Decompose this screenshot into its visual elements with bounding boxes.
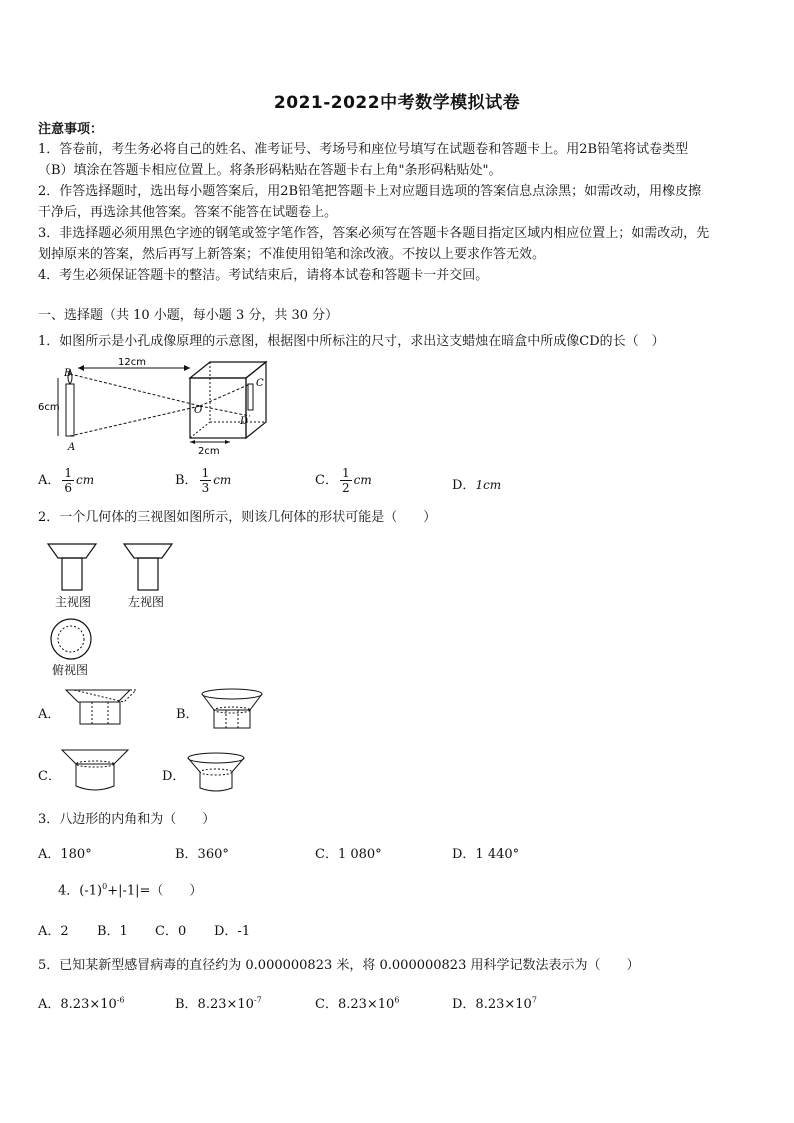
q3-option-b[interactable]: B．360° <box>175 847 229 862</box>
page-title: 2021-2022中考数学模拟试卷 <box>273 93 521 113</box>
notice-line-2: （B）填涂在答题卡相应位置上。将条形码粘贴在答题卡右上角"条形码粘贴处"。 <box>38 163 502 178</box>
q4-option-d[interactable]: D．-1 <box>214 924 251 939</box>
q1-option-a[interactable]: A． $\frac{1}{6}$ cm <box>38 466 95 495</box>
label-D: D <box>240 416 249 427</box>
question-3-text: 3．八边形的内角和为（ ） <box>38 812 216 827</box>
notice-line-3: 2．作答选择题时，选出每小题答案后，用2B铅笔把答题卡上对应题目选项的答案信息点涂黑；如需改动，用橡皮擦 <box>38 184 702 199</box>
q3-option-d[interactable]: D．1 440° <box>452 847 520 862</box>
q2-option-d[interactable]: D． <box>162 769 186 784</box>
q2-option-a[interactable]: A． <box>38 707 61 722</box>
q3-option-a[interactable]: A．180° <box>38 847 92 862</box>
q2-option-b-drawing <box>200 688 264 732</box>
q4-option-a[interactable]: A．2 <box>38 924 69 939</box>
notice-heading: 注意事项： <box>38 122 104 137</box>
notice-line-6: 划掉原来的答案，然后再写上新答案；不准使用铅笔和涂改液。不按以上要求作答无效。 <box>38 247 546 262</box>
left-view-caption: 左视图 <box>128 595 165 609</box>
q3-option-c[interactable]: C．1 080° <box>315 847 382 862</box>
front-view-drawing <box>48 544 98 592</box>
q2-option-d-drawing <box>186 752 246 796</box>
q4-option-b[interactable]: B．1 <box>97 924 128 939</box>
q2-option-c[interactable]: C． <box>38 769 61 784</box>
top-view-caption: 俯视图 <box>52 663 89 677</box>
q5-option-b[interactable]: B．$8.23\times 10^{-7}$ <box>175 995 262 1012</box>
notice-line-1: 1．答卷前，考生务必将自己的姓名、准考证号、考场号和座位号填写在试题卷和答题卡上。用2B铅笔将试卷类型 <box>38 142 689 157</box>
front-view-caption: 主视图 <box>55 595 92 609</box>
question-1-text: 1．如图所示是小孔成像原理的示意图，根据图中所标注的尺寸，求出这支蜡烛在暗盒中所成像CD的长（ ） <box>38 334 665 349</box>
notice-line-5: 3．非选择题必须用黑色字迹的钢笔或签字笔作答，答案必须写在答题卡各题目指定区域内相应位置上；如需改动，先 <box>38 226 710 241</box>
notice-line-7: 4．考生必须保证答题卡的整洁。考试结束后，请将本试卷和答题卡一并交回。 <box>38 268 489 283</box>
label-B: B <box>64 368 72 379</box>
q5-option-c[interactable]: C．$8.23\times 10^6$ <box>315 995 400 1012</box>
top-view-drawing <box>49 617 93 661</box>
question-2-text: 2．一个几何体的三视图如图所示，则该几何体的形状可能是（ ） <box>38 510 437 525</box>
question-4-text: 4．$(-1)^0+|-1|=$（ ） <box>58 882 203 899</box>
q1-option-c[interactable]: C． $\frac{1}{2}$ cm <box>315 466 372 495</box>
label-2cm: 2cm <box>198 446 220 457</box>
q1-option-b[interactable]: B． $\frac{1}{3}$ cm <box>175 466 232 495</box>
label-O: O <box>194 405 203 416</box>
notice-line-4: 干净后，再选涂其他答案。答案不能答在试题卷上。 <box>38 205 338 220</box>
q2-option-a-drawing <box>66 688 136 728</box>
left-view-drawing <box>124 544 174 592</box>
q2-option-b[interactable]: B． <box>176 707 199 722</box>
q2-option-c-drawing <box>62 748 130 794</box>
q4-option-c[interactable]: C．0 <box>155 924 187 939</box>
pinhole-camera-figure <box>38 356 278 456</box>
label-C: C <box>256 378 264 389</box>
section-heading: 一、选择题（共 10 小题，每小题 3 分，共 30 分） <box>38 308 339 323</box>
q5-option-a[interactable]: A．$8.23\times 10^{-6}$ <box>38 995 125 1012</box>
label-A: A <box>68 442 76 453</box>
question-5-text: 5．已知某新型感冒病毒的直径约为 0.000000823 米，将 0.000000823 用科学记数法表示为（ ） <box>38 958 640 973</box>
q5-option-d[interactable]: D．$8.23\times 10^7$ <box>452 995 537 1012</box>
label-12cm: 12cm <box>118 357 146 368</box>
q1-option-d[interactable]: D．1cm <box>452 478 502 493</box>
label-6cm: 6cm <box>38 402 60 413</box>
